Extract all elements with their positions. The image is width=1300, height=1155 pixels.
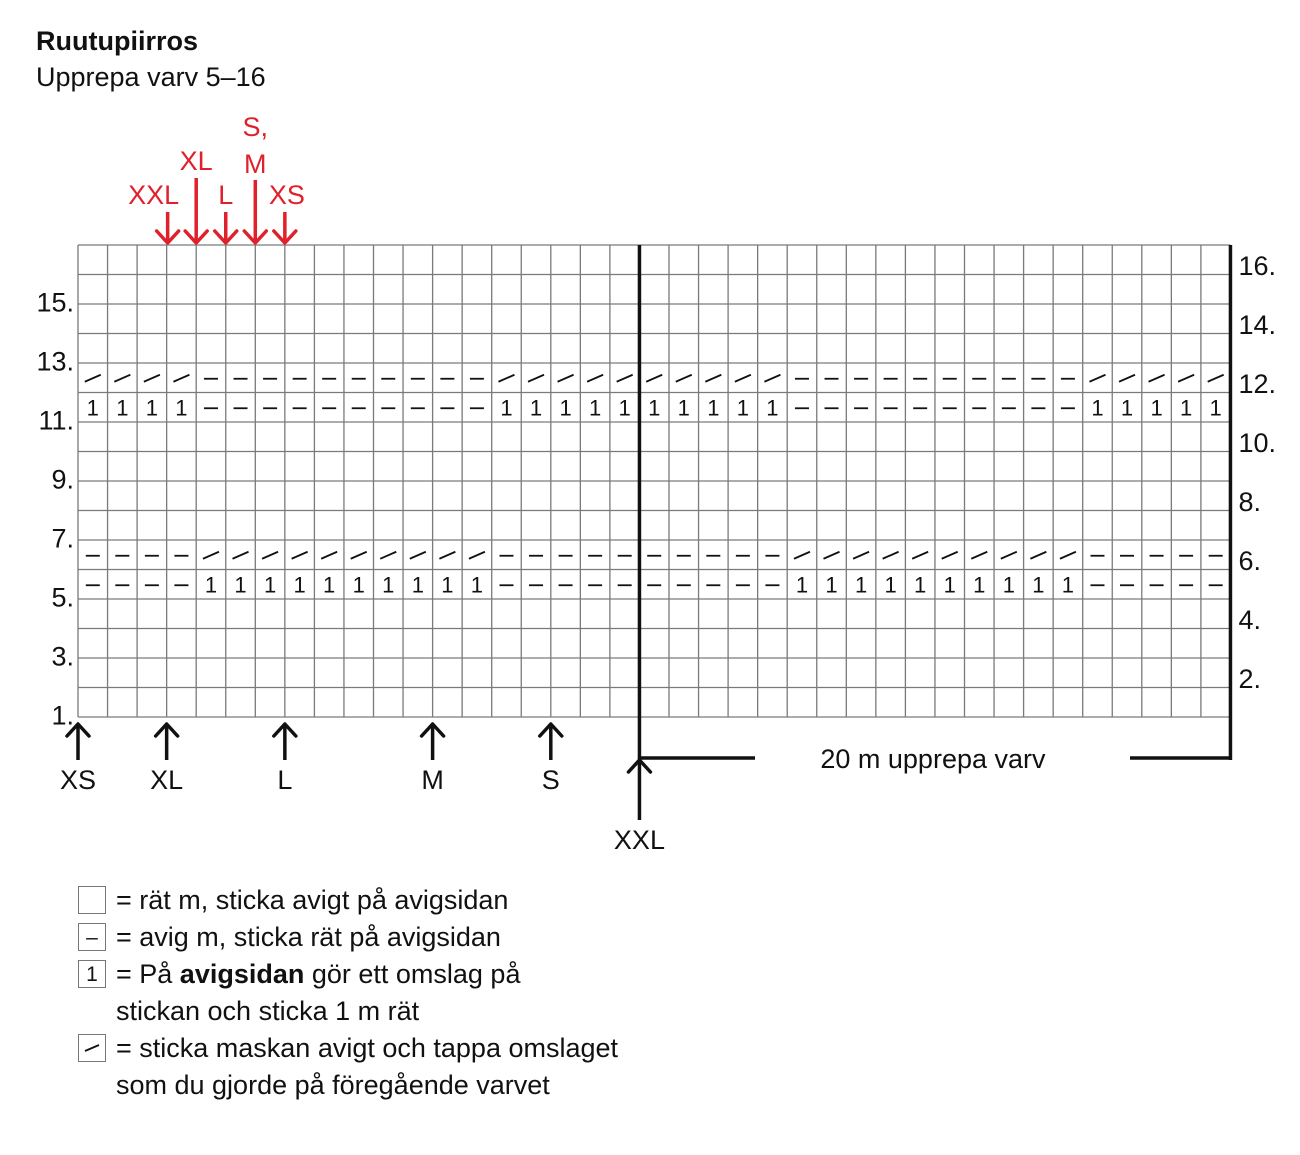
stitch-symbol-slash	[1149, 375, 1165, 382]
row-label-left: 3.	[51, 641, 74, 672]
stitch-symbol-one: 1	[766, 395, 779, 421]
row-label-right: 2.	[1238, 663, 1261, 694]
stitch-symbol-one: 1	[323, 572, 336, 598]
stitch-symbol-slash	[203, 552, 219, 559]
row-label-left: 15.	[36, 287, 74, 318]
size-label-bottom: M	[421, 765, 444, 795]
row-label-left: 7.	[51, 523, 74, 554]
stitch-symbol-one: 1	[795, 572, 809, 598]
stitch-symbol-one: 1	[204, 572, 218, 598]
stitch-symbol-slash	[883, 552, 899, 559]
stitch-symbol-one: 1	[1091, 395, 1104, 421]
stitch-symbol-slash	[587, 375, 603, 382]
legend-text: = rät m, sticka avigt på avigsidan	[116, 885, 509, 915]
stitch-symbol-slash	[1089, 375, 1105, 382]
stitch-symbol-one: 1	[589, 395, 602, 421]
stitch-symbol-slash	[1060, 552, 1076, 559]
stitch-symbol-slash	[676, 375, 692, 382]
row-label-right: 12.	[1238, 368, 1276, 399]
stitch-symbol-slash	[85, 375, 101, 382]
stitch-symbol-one: 1	[707, 395, 720, 421]
stitch-symbol-one: 1	[914, 572, 927, 598]
stitch-symbol-one: 1	[559, 395, 572, 421]
stitch-symbol-slash	[292, 552, 308, 559]
stitch-symbol-one: 1	[884, 572, 897, 598]
stitch-symbol-slash	[233, 552, 249, 559]
stitch-symbol-one: 1	[825, 572, 838, 598]
stitch-symbol-one: 1	[411, 572, 424, 598]
stitch-symbol-slash	[1208, 375, 1224, 382]
stitch-symbol-one: 1	[352, 572, 365, 598]
chart-subtitle: Upprepa varv 5–16	[36, 62, 266, 92]
size-label-top: XL	[179, 146, 213, 176]
size-label-top: XXL	[128, 180, 180, 210]
stitch-symbol-one: 1	[500, 395, 513, 421]
legend-text: = sticka maskan avigt och tappa omslaget	[116, 1033, 619, 1063]
stitch-symbol-slash	[942, 552, 958, 559]
stitch-symbol-one: 1	[854, 572, 868, 598]
stitch-symbol-slash	[735, 375, 751, 382]
legend-text: som du gjorde på föregående varvet	[116, 1070, 550, 1100]
legend-text: = På avigsidan gör ett omslag på	[116, 959, 521, 989]
stitch-symbol-one: 1	[234, 572, 247, 598]
size-label-bottom: XXL	[613, 825, 665, 855]
row-label-right: 10.	[1238, 427, 1276, 458]
stitch-symbol-one: 1	[1032, 572, 1045, 598]
stitch-symbol-slash	[321, 552, 337, 559]
size-label-top: XS	[268, 180, 305, 210]
row-label-right: 4.	[1238, 604, 1261, 635]
stitch-symbol-slash	[853, 552, 869, 559]
stitch-symbol-one: 1	[86, 395, 99, 421]
stitch-symbol-one: 1	[1150, 395, 1163, 421]
row-label-right: 6.	[1238, 545, 1261, 576]
size-label-bottom: S	[541, 765, 560, 795]
stitch-symbol-slash	[262, 552, 278, 559]
stitch-symbol-slash	[558, 375, 574, 382]
legend-symbol-dash: –	[78, 923, 106, 951]
stitch-symbol-slash	[380, 552, 396, 559]
stitch-symbol-one: 1	[677, 395, 690, 421]
stitch-symbol-slash	[351, 552, 367, 559]
stitch-symbol-one: 1	[1120, 395, 1134, 421]
stitch-symbol-slash	[794, 552, 810, 559]
stitch-symbol-one: 1	[1061, 572, 1075, 598]
legend-symbol-slash	[78, 1034, 106, 1062]
stitch-symbol-slash	[1001, 552, 1017, 559]
stitch-symbol-one: 1	[1002, 572, 1015, 598]
stitch-symbol-slash	[1119, 375, 1135, 382]
chart-title: Ruutupiirros	[36, 26, 198, 56]
stitch-symbol-slash	[617, 375, 633, 382]
stitch-symbol-slash	[1178, 375, 1194, 382]
row-label-right: 14.	[1238, 309, 1276, 340]
stitch-symbol-slash	[764, 375, 780, 382]
stitch-symbol-slash	[498, 375, 514, 382]
stitch-symbol-one: 1	[943, 572, 956, 598]
stitch-symbol-slash	[705, 375, 721, 382]
stitch-symbol-one: 1	[973, 572, 986, 598]
row-label-left: 1.	[51, 700, 74, 731]
stitch-symbol-one: 1	[1180, 395, 1193, 421]
size-label-top: M	[244, 149, 267, 179]
stitch-symbol-slash	[528, 375, 544, 382]
stitch-symbol-one: 1	[736, 395, 749, 421]
stitch-symbol-one: 1	[1209, 395, 1222, 421]
stitch-symbol-one: 1	[382, 572, 395, 598]
stitch-symbol-slash	[114, 375, 130, 382]
stitch-symbol-one: 1	[618, 395, 631, 421]
stitch-symbol-slash	[824, 552, 840, 559]
row-label-left: 11.	[38, 405, 74, 436]
stitch-symbol-one: 1	[441, 572, 454, 598]
size-label-bottom: L	[277, 765, 293, 795]
stitch-symbol-one: 1	[145, 395, 158, 421]
stitch-symbol-slash	[410, 552, 426, 559]
stitch-symbol-one: 1	[116, 395, 129, 421]
stitch-symbol-slash	[173, 375, 189, 382]
size-label-top: S,	[242, 112, 269, 142]
row-label-left: 9.	[51, 464, 74, 495]
stitch-symbol-slash	[646, 375, 662, 382]
row-label-right: 8.	[1238, 486, 1261, 517]
size-label-bottom: XS	[59, 765, 97, 795]
stitch-symbol-slash	[912, 552, 928, 559]
row-label-left: 5.	[51, 582, 74, 613]
legend-text: stickan och sticka 1 m rät	[116, 996, 420, 1026]
stitch-symbol-one: 1	[470, 572, 484, 598]
size-label-top: L	[218, 180, 234, 210]
stitch-symbol-one: 1	[293, 572, 306, 598]
row-label-right: 16.	[1238, 250, 1276, 281]
stitch-symbol-slash	[1030, 552, 1046, 559]
stitch-symbol-one: 1	[529, 395, 543, 421]
size-label-bottom: XL	[150, 765, 184, 795]
stitch-symbol-slash	[469, 552, 485, 559]
stitch-symbol-slash	[971, 552, 987, 559]
legend-symbol-empty	[78, 886, 106, 914]
row-label-left: 13.	[36, 346, 74, 377]
legend-symbol-one: 1	[78, 960, 106, 988]
legend-text: = avig m, sticka rät på avigsidan	[116, 922, 501, 952]
stitch-symbol-slash	[439, 552, 455, 559]
repeat-label: 20 m upprepa varv	[820, 744, 1046, 774]
stitch-symbol-one: 1	[263, 572, 277, 598]
stitch-symbol-slash	[144, 375, 160, 382]
stitch-symbol-one: 1	[648, 395, 661, 421]
stitch-symbol-one: 1	[175, 395, 188, 421]
